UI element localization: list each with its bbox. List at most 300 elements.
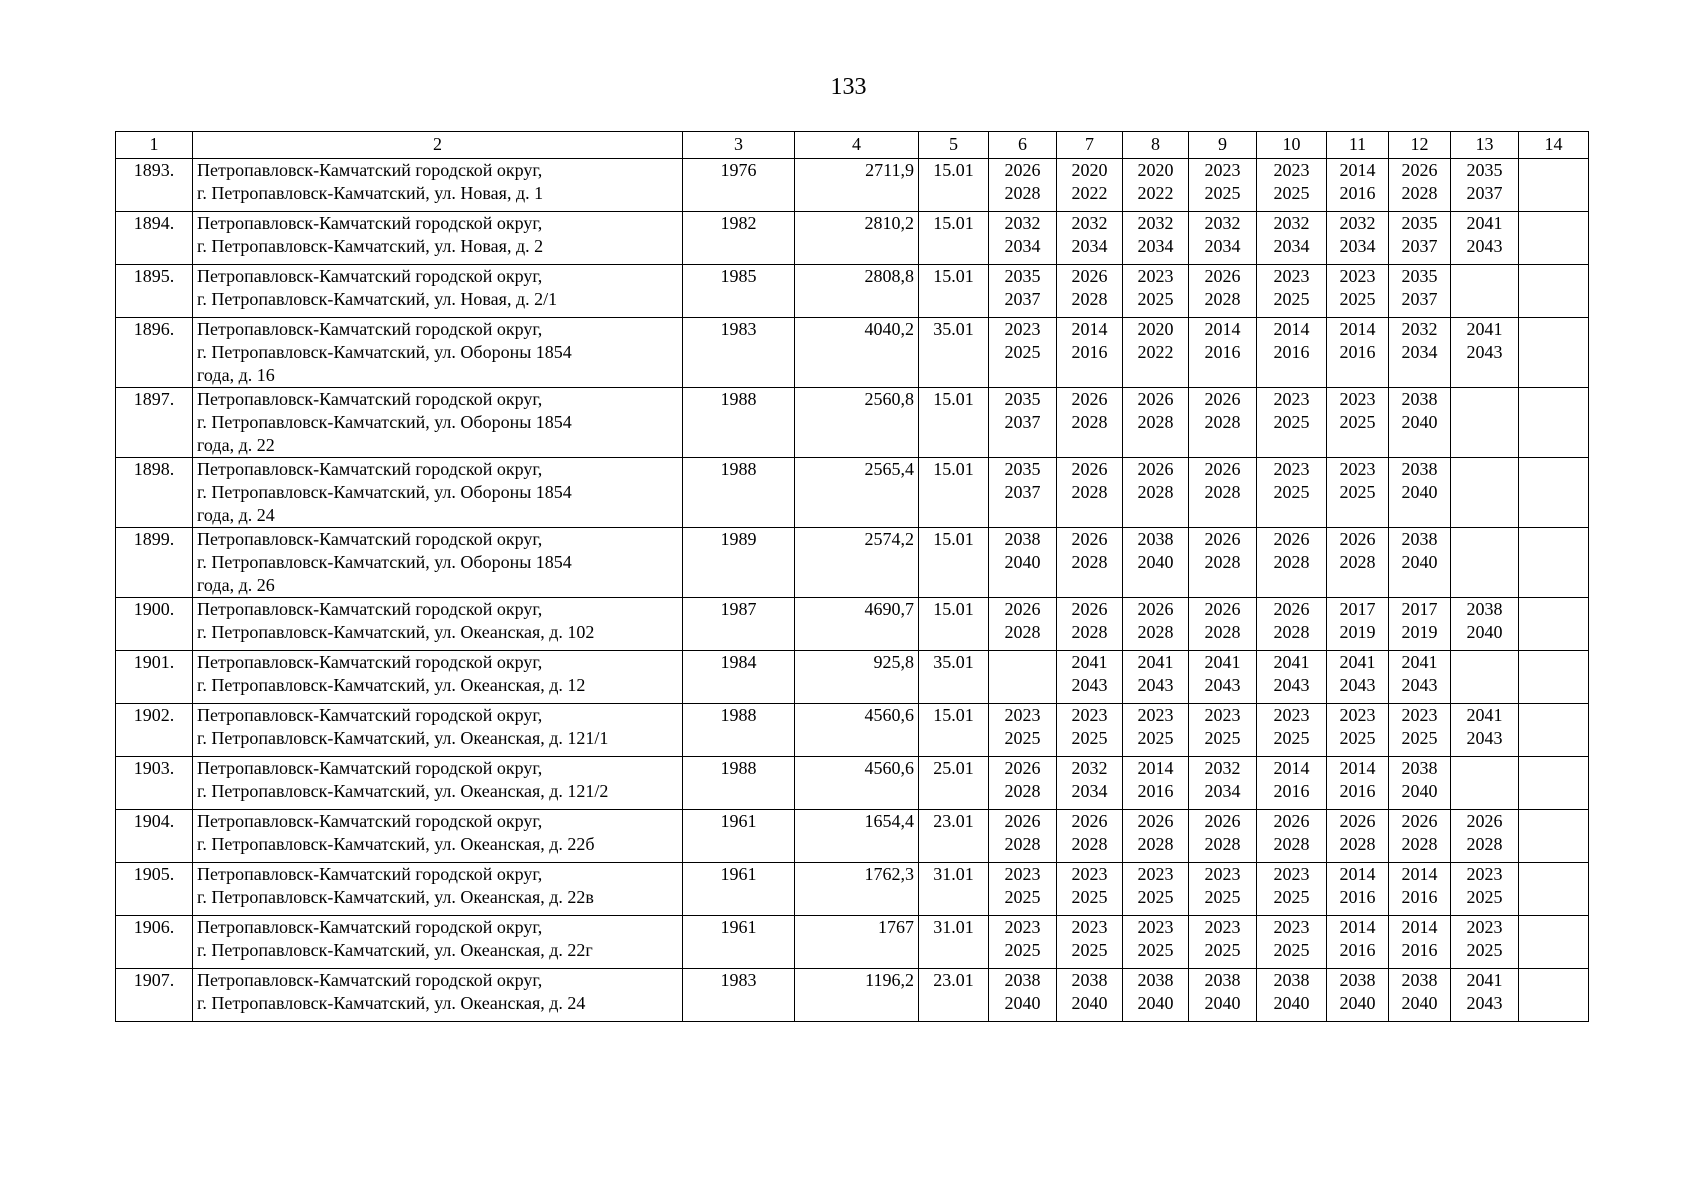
period-end: 2025	[1071, 940, 1108, 960]
period-end: 2025	[1204, 940, 1241, 960]
table-row	[116, 704, 1589, 757]
period-end: 2040	[1204, 993, 1241, 1013]
period-cell	[1189, 318, 1257, 388]
area-value: 4560,6	[795, 757, 919, 810]
period-cell	[1257, 318, 1327, 388]
period-start: 2026	[1004, 599, 1041, 619]
period-cell	[1123, 916, 1189, 969]
period-cell	[1327, 969, 1389, 1022]
table-row	[116, 916, 1589, 969]
column-header: 9	[1189, 132, 1257, 159]
period-end: 2040	[1401, 482, 1438, 502]
period-end: 2025	[1273, 183, 1310, 203]
period-end: 2040	[1004, 993, 1041, 1013]
period-end: 2025	[1273, 940, 1310, 960]
table-row	[116, 598, 1589, 651]
period-start: 2014	[1339, 917, 1376, 937]
row-number: 1905.	[116, 863, 193, 916]
period-cell	[1123, 651, 1189, 704]
period-start: 2026	[1137, 599, 1174, 619]
period-start: 2026	[1137, 459, 1174, 479]
period-start: 2026	[1071, 529, 1108, 549]
period-start: 2023	[1004, 917, 1041, 937]
period-end: 2028	[1204, 482, 1241, 502]
area-value: 4690,7	[795, 598, 919, 651]
period-start: 2026	[1273, 599, 1310, 619]
period-cell	[1519, 757, 1589, 810]
period-cell	[989, 528, 1057, 598]
period-cell	[1519, 265, 1589, 318]
period-cell	[1519, 916, 1589, 969]
period-end: 2016	[1137, 781, 1174, 801]
address-line: года, д. 22	[197, 435, 275, 455]
period-start: 2014	[1071, 319, 1108, 339]
area-value: 1762,3	[795, 863, 919, 916]
period-cell	[1389, 863, 1451, 916]
period-end: 2016	[1273, 781, 1310, 801]
category-code: 15.01	[919, 159, 989, 212]
period-start: 2032	[1339, 213, 1376, 233]
period-cell	[1327, 388, 1389, 458]
period-start: 2023	[1339, 266, 1376, 286]
period-start: 2035	[1466, 160, 1503, 180]
period-start: 2023	[1273, 389, 1310, 409]
address-cell	[193, 458, 683, 528]
period-start: 2023	[1273, 705, 1310, 725]
period-cell	[1519, 212, 1589, 265]
address-line: года, д. 24	[197, 505, 275, 525]
period-cell	[1389, 704, 1451, 757]
period-start: 2038	[1401, 459, 1438, 479]
period-cell	[1257, 916, 1327, 969]
column-header: 6	[989, 132, 1057, 159]
row-number: 1894.	[116, 212, 193, 265]
period-start: 2026	[1004, 160, 1041, 180]
period-cell	[1519, 388, 1589, 458]
period-end: 2022	[1137, 183, 1174, 203]
address-cell	[193, 757, 683, 810]
period-cell	[1257, 969, 1327, 1022]
table-row	[116, 757, 1589, 810]
period-cell	[1389, 757, 1451, 810]
period-start: 2023	[1273, 917, 1310, 937]
address-cell	[193, 651, 683, 704]
build-year: 1982	[683, 212, 795, 265]
period-cell	[1451, 651, 1519, 704]
period-cell	[989, 598, 1057, 651]
period-start: 2014	[1401, 917, 1438, 937]
period-start: 2038	[1401, 970, 1438, 990]
period-start: 2026	[1204, 459, 1241, 479]
category-code: 25.01	[919, 757, 989, 810]
period-end: 2034	[1204, 236, 1241, 256]
period-cell	[1123, 388, 1189, 458]
period-start: 2038	[1137, 970, 1174, 990]
period-cell	[1257, 810, 1327, 863]
table-row	[116, 651, 1589, 704]
period-cell	[1451, 916, 1519, 969]
period-start: 2023	[1137, 917, 1174, 937]
period-end: 2028	[1204, 289, 1241, 309]
period-end: 2028	[1137, 834, 1174, 854]
period-start: 2023	[1004, 864, 1041, 884]
address-cell	[193, 159, 683, 212]
period-end: 2016	[1339, 887, 1376, 907]
build-year: 1989	[683, 528, 795, 598]
period-end: 2025	[1137, 940, 1174, 960]
period-cell	[989, 863, 1057, 916]
period-cell	[1257, 265, 1327, 318]
period-cell	[1451, 458, 1519, 528]
period-start: 2023	[1137, 266, 1174, 286]
period-end: 2043	[1204, 675, 1241, 695]
period-start: 2026	[1004, 811, 1041, 831]
category-code: 31.01	[919, 863, 989, 916]
period-cell	[1389, 651, 1451, 704]
period-end: 2034	[1273, 236, 1310, 256]
period-cell	[1327, 810, 1389, 863]
period-end: 2025	[1204, 728, 1241, 748]
build-year: 1984	[683, 651, 795, 704]
period-end: 2043	[1466, 342, 1503, 362]
period-start: 2026	[1273, 811, 1310, 831]
period-cell	[1057, 265, 1123, 318]
period-cell	[1123, 318, 1189, 388]
build-year: 1961	[683, 810, 795, 863]
column-header: 12	[1389, 132, 1451, 159]
period-cell	[1123, 528, 1189, 598]
period-start: 2014	[1137, 758, 1174, 778]
period-cell	[1123, 863, 1189, 916]
period-start: 2041	[1339, 652, 1376, 672]
period-end: 2022	[1071, 183, 1108, 203]
period-start: 2023	[1339, 389, 1376, 409]
address-line: Петропавловск-Камчатский городской округ,	[197, 758, 543, 778]
period-start: 2023	[1071, 917, 1108, 937]
period-start: 2026	[1401, 811, 1438, 831]
period-end: 2025	[1004, 887, 1041, 907]
period-end: 2025	[1204, 183, 1241, 203]
period-cell	[1451, 528, 1519, 598]
period-start: 2026	[1071, 266, 1108, 286]
period-start: 2023	[1204, 160, 1241, 180]
period-end: 2037	[1004, 412, 1041, 432]
period-end: 2025	[1339, 482, 1376, 502]
period-cell	[1057, 528, 1123, 598]
address-cell	[193, 598, 683, 651]
address-cell	[193, 863, 683, 916]
period-end: 2025	[1004, 940, 1041, 960]
period-end: 2028	[1204, 622, 1241, 642]
period-cell	[1257, 704, 1327, 757]
address-line: г. Петропавловск-Камчатский, ул. Новая, д. 1	[197, 183, 544, 203]
column-header: 2	[193, 132, 683, 159]
period-end: 2028	[1401, 183, 1438, 203]
period-cell	[1189, 458, 1257, 528]
period-end: 2037	[1401, 289, 1438, 309]
period-cell	[1519, 458, 1589, 528]
period-end: 2040	[1401, 412, 1438, 432]
period-cell	[1389, 916, 1451, 969]
row-number: 1898.	[116, 458, 193, 528]
period-end: 2034	[1071, 781, 1108, 801]
period-start: 2038	[1204, 970, 1241, 990]
address-line: г. Петропавловск-Камчатский, ул. Океанская, д. 121/1	[197, 728, 609, 748]
period-start: 2038	[1401, 529, 1438, 549]
area-value: 2810,2	[795, 212, 919, 265]
period-cell	[1123, 969, 1189, 1022]
period-start: 2023	[1273, 266, 1310, 286]
period-end: 2028	[1273, 622, 1310, 642]
period-end: 2022	[1137, 342, 1174, 362]
column-header: 7	[1057, 132, 1123, 159]
period-end: 2025	[1273, 289, 1310, 309]
period-cell	[1257, 863, 1327, 916]
period-end: 2028	[1071, 289, 1108, 309]
period-start: 2026	[1204, 529, 1241, 549]
period-cell	[1451, 212, 1519, 265]
address-line: Петропавловск-Камчатский городской округ,	[197, 652, 543, 672]
period-end: 2040	[1273, 993, 1310, 1013]
address-cell	[193, 388, 683, 458]
column-header: 4	[795, 132, 919, 159]
category-code: 23.01	[919, 969, 989, 1022]
period-start: 2020	[1137, 319, 1174, 339]
address-line: г. Петропавловск-Камчатский, ул. Океанская, д. 121/2	[197, 781, 609, 801]
period-end: 2016	[1204, 342, 1241, 362]
period-end: 2040	[1004, 552, 1041, 572]
period-end: 2028	[1339, 552, 1376, 572]
period-end: 2040	[1137, 552, 1174, 572]
period-start: 2014	[1401, 864, 1438, 884]
period-start: 2014	[1273, 319, 1310, 339]
period-cell	[1451, 318, 1519, 388]
period-end: 2034	[1004, 236, 1041, 256]
period-end: 2025	[1137, 289, 1174, 309]
period-end: 2028	[1401, 834, 1438, 854]
period-end: 2028	[1137, 412, 1174, 432]
period-start: 2017	[1339, 599, 1376, 619]
period-start: 2023	[1339, 459, 1376, 479]
period-start: 2041	[1273, 652, 1310, 672]
period-cell	[1057, 969, 1123, 1022]
period-cell	[1327, 159, 1389, 212]
period-cell	[1257, 159, 1327, 212]
period-cell	[1389, 318, 1451, 388]
period-cell	[1451, 757, 1519, 810]
area-value: 2565,4	[795, 458, 919, 528]
period-cell	[1519, 863, 1589, 916]
period-start: 2014	[1339, 864, 1376, 884]
period-cell	[1327, 863, 1389, 916]
period-end: 2034	[1071, 236, 1108, 256]
period-cell	[1257, 388, 1327, 458]
build-year: 1985	[683, 265, 795, 318]
period-end: 2037	[1004, 289, 1041, 309]
column-header: 3	[683, 132, 795, 159]
period-start: 2023	[1137, 705, 1174, 725]
period-end: 2025	[1273, 482, 1310, 502]
period-cell	[1123, 212, 1189, 265]
period-cell	[1189, 969, 1257, 1022]
period-start: 2041	[1137, 652, 1174, 672]
period-end: 2028	[1137, 622, 1174, 642]
area-value: 4560,6	[795, 704, 919, 757]
period-cell	[989, 704, 1057, 757]
period-end: 2025	[1204, 887, 1241, 907]
period-start: 2023	[1204, 917, 1241, 937]
period-start: 2026	[1137, 811, 1174, 831]
address-line: г. Петропавловск-Камчатский, ул. Обороны 1854	[197, 342, 572, 362]
period-cell	[1519, 318, 1589, 388]
address-line: года, д. 16	[197, 365, 275, 385]
period-end: 2028	[1273, 834, 1310, 854]
period-end: 2037	[1004, 482, 1041, 502]
period-end: 2028	[1071, 412, 1108, 432]
area-value: 2574,2	[795, 528, 919, 598]
period-end: 2043	[1466, 236, 1503, 256]
period-start: 2035	[1401, 213, 1438, 233]
row-number: 1901.	[116, 651, 193, 704]
address-line: Петропавловск-Камчатский городской округ,	[197, 266, 543, 286]
period-start: 2035	[1401, 266, 1438, 286]
period-cell	[1451, 159, 1519, 212]
period-end: 2028	[1466, 834, 1503, 854]
period-start: 2026	[1137, 389, 1174, 409]
address-line: г. Петропавловск-Камчатский, ул. Океанская, д. 22г	[197, 940, 593, 960]
period-cell	[1389, 969, 1451, 1022]
period-cell	[1519, 810, 1589, 863]
period-cell	[1123, 704, 1189, 757]
period-cell	[1389, 528, 1451, 598]
period-start: 2038	[1273, 970, 1310, 990]
period-cell	[1189, 528, 1257, 598]
period-cell	[1257, 212, 1327, 265]
table-body	[116, 159, 1589, 1022]
period-cell	[989, 212, 1057, 265]
period-cell	[989, 388, 1057, 458]
period-cell	[1519, 528, 1589, 598]
period-end: 2043	[1137, 675, 1174, 695]
period-start: 2023	[1004, 319, 1041, 339]
period-cell	[1057, 388, 1123, 458]
period-end: 2040	[1137, 993, 1174, 1013]
period-end: 2040	[1401, 993, 1438, 1013]
period-start: 2026	[1401, 160, 1438, 180]
period-start: 2032	[1204, 213, 1241, 233]
period-end: 2037	[1401, 236, 1438, 256]
period-end: 2043	[1273, 675, 1310, 695]
period-start: 2026	[1339, 529, 1376, 549]
category-code: 15.01	[919, 212, 989, 265]
row-number: 1897.	[116, 388, 193, 458]
build-year: 1988	[683, 757, 795, 810]
period-start: 2026	[1071, 459, 1108, 479]
period-end: 2025	[1339, 289, 1376, 309]
period-cell	[1189, 916, 1257, 969]
period-start: 2023	[1071, 864, 1108, 884]
period-end: 2025	[1071, 887, 1108, 907]
period-cell	[989, 810, 1057, 863]
period-start: 2026	[1204, 599, 1241, 619]
period-start: 2041	[1401, 652, 1438, 672]
period-start: 2023	[1004, 705, 1041, 725]
address-line: Петропавловск-Камчатский городской округ,	[197, 529, 543, 549]
period-cell	[1451, 969, 1519, 1022]
period-end: 2043	[1466, 993, 1503, 1013]
period-start: 2026	[1466, 811, 1503, 831]
period-end: 2025	[1339, 412, 1376, 432]
period-cell	[1257, 651, 1327, 704]
row-number: 1900.	[116, 598, 193, 651]
address-line: г. Петропавловск-Камчатский, ул. Обороны 1854	[197, 552, 572, 572]
period-cell	[1057, 757, 1123, 810]
period-cell	[1389, 810, 1451, 863]
period-start: 2032	[1273, 213, 1310, 233]
period-cell	[1057, 598, 1123, 651]
category-code: 15.01	[919, 528, 989, 598]
period-cell	[1123, 757, 1189, 810]
period-end: 2028	[1071, 552, 1108, 572]
area-value: 2808,8	[795, 265, 919, 318]
period-cell	[1257, 458, 1327, 528]
period-start: 2041	[1466, 319, 1503, 339]
period-cell	[1189, 388, 1257, 458]
category-code: 23.01	[919, 810, 989, 863]
column-header: 14	[1519, 132, 1589, 159]
period-cell	[1327, 916, 1389, 969]
address-line: г. Петропавловск-Камчатский, ул. Новая, д. 2	[197, 236, 544, 256]
address-line: Петропавловск-Камчатский городской округ,	[197, 319, 543, 339]
address-cell	[193, 265, 683, 318]
period-start: 2038	[1137, 529, 1174, 549]
period-end: 2028	[1204, 412, 1241, 432]
period-start: 2023	[1339, 705, 1376, 725]
period-start: 2035	[1004, 266, 1041, 286]
address-line: Петропавловск-Камчатский городской округ,	[197, 970, 543, 990]
period-end: 2034	[1339, 236, 1376, 256]
address-line: г. Петропавловск-Камчатский, ул. Океанская, д. 22б	[197, 834, 595, 854]
column-header: 1	[116, 132, 193, 159]
period-start: 2038	[1339, 970, 1376, 990]
period-end: 2043	[1339, 675, 1376, 695]
period-cell	[989, 651, 1057, 704]
period-cell	[1057, 916, 1123, 969]
table-row	[116, 458, 1589, 528]
period-cell	[1451, 863, 1519, 916]
table-row	[116, 212, 1589, 265]
category-code: 35.01	[919, 651, 989, 704]
period-end: 2028	[1204, 552, 1241, 572]
column-header: 11	[1327, 132, 1389, 159]
period-start: 2038	[1401, 758, 1438, 778]
period-cell	[1389, 598, 1451, 651]
period-end: 2028	[1339, 834, 1376, 854]
period-end: 2025	[1273, 412, 1310, 432]
period-start: 2014	[1339, 319, 1376, 339]
build-year: 1961	[683, 863, 795, 916]
period-cell	[1451, 704, 1519, 757]
period-cell	[1327, 704, 1389, 757]
period-cell	[1519, 969, 1589, 1022]
period-cell	[1257, 528, 1327, 598]
period-start: 2041	[1466, 213, 1503, 233]
period-start: 2038	[1071, 970, 1108, 990]
page-number: 133	[830, 74, 867, 100]
period-cell	[1389, 458, 1451, 528]
period-end: 2025	[1004, 728, 1041, 748]
period-start: 2041	[1466, 970, 1503, 990]
